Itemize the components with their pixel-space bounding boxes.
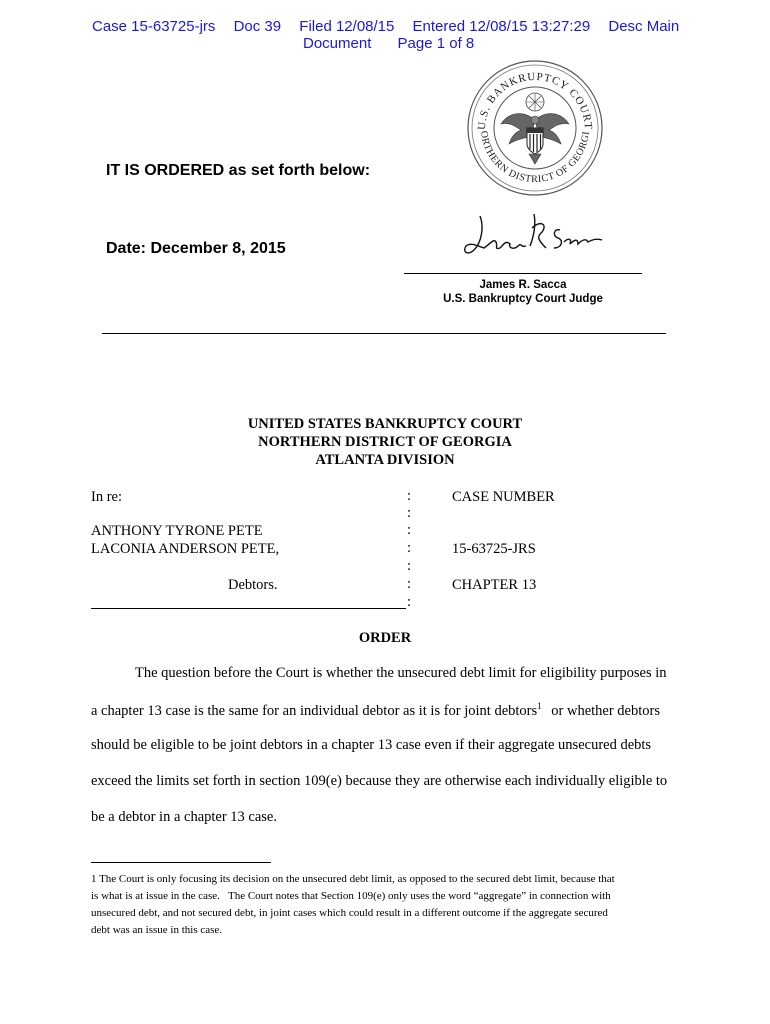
body-line-3: should be eligible to be joint debtors in a chapter 13 case even if their aggregate unsecured debts bbox=[91, 737, 652, 753]
judge-title: U.S. Bankruptcy Court Judge bbox=[443, 293, 603, 305]
footnote-line-4: debt was an issue in this case. bbox=[91, 924, 223, 936]
court-seal-graphic bbox=[465, 58, 605, 198]
header-desc: Desc Main bbox=[608, 18, 680, 35]
footnote-line-2: is what is at issue in the case. The Court notes that Section 109(e) only uses the word “aggregate” in connection with bbox=[91, 890, 611, 902]
body-line-5: be a debtor in a chapter 13 case. bbox=[91, 809, 277, 825]
body-line-2-text: a chapter 13 case is the same for an individual debtor as it is for joint debtors bbox=[91, 702, 538, 719]
ecf-header-line-2 bbox=[303, 35, 474, 52]
order-date: Date: December 8, 2015 bbox=[106, 240, 286, 257]
caption-debtors-label: Debtors. bbox=[228, 577, 278, 593]
caption-debtor-2: LACONIA ANDERSON PETE, bbox=[91, 541, 280, 557]
caption-colon: : bbox=[406, 488, 412, 504]
body-line-2 bbox=[91, 701, 681, 720]
separator-rule bbox=[102, 333, 666, 334]
footnote-rule bbox=[91, 862, 271, 863]
seal-top-text: U.S. BANKRUPTCY COURT bbox=[475, 70, 595, 131]
header-page: Page 1 of 8 bbox=[397, 35, 475, 52]
header-entered: Entered 12/08/15 13:27:29 bbox=[412, 18, 591, 35]
header-document: Document bbox=[303, 35, 372, 52]
footnote-line-1 bbox=[91, 871, 683, 888]
caption-colon: : bbox=[406, 505, 412, 521]
seal-bottom-text: ORTHERN DISTRICT OF GEORGI bbox=[477, 130, 592, 186]
body-line-1: The question before the Court is whether the unsecured debt limit for eligibility purposes in bbox=[135, 665, 667, 681]
caption-colon: : bbox=[406, 594, 412, 610]
header-doc: Doc 39 bbox=[233, 18, 282, 35]
ecf-header-line-1 bbox=[92, 18, 679, 35]
judge-name: James R. Sacca bbox=[479, 279, 567, 291]
signature-line bbox=[404, 273, 642, 274]
court-seal bbox=[465, 58, 605, 198]
court-district: NORTHERN DISTRICT OF GEORGIA bbox=[258, 434, 512, 450]
chapter: CHAPTER 13 bbox=[452, 577, 537, 593]
body-line-4: exceed the limits set forth in section 109(e) because they are otherwise each individually eligible to bbox=[91, 773, 668, 789]
footnote-ref: 1 bbox=[537, 701, 542, 711]
judge-signature bbox=[460, 208, 610, 264]
caption-underline bbox=[91, 608, 406, 609]
court-name: UNITED STATES BANKRUPTCY COURT bbox=[247, 416, 523, 432]
footnote-number: 1 bbox=[91, 873, 97, 885]
order-title: ORDER bbox=[358, 630, 412, 646]
caption-debtor-1: ANTHONY TYRONE PETE bbox=[91, 523, 263, 539]
footnote-line-3: unsecured debt, and not secured debt, in joint cases which could result in a different outcome if the aggregate secured bbox=[91, 907, 608, 919]
body-line-2-tail: or whether debtors bbox=[551, 702, 660, 719]
header-case: Case 15-63725-jrs bbox=[92, 18, 216, 35]
case-number-label: CASE NUMBER bbox=[452, 489, 555, 505]
it-is-ordered-heading: IT IS ORDERED as set forth below: bbox=[106, 162, 371, 179]
caption-colon: : bbox=[406, 558, 412, 574]
caption-colon: : bbox=[406, 522, 412, 538]
footnote bbox=[91, 871, 683, 939]
header-filed: Filed 12/08/15 bbox=[299, 18, 395, 35]
court-division: ATLANTA DIVISION bbox=[315, 452, 455, 468]
caption-colon: : bbox=[406, 576, 412, 592]
caption-in-re: In re: bbox=[91, 489, 122, 505]
signature-graphic bbox=[460, 208, 610, 264]
caption-colon: : bbox=[406, 540, 412, 556]
footnote-line-1-text: The Court is only focusing its decision on the unsecured debt limit, as opposed to the secured debt limit, because that bbox=[99, 873, 615, 885]
case-number: 15-63725-JRS bbox=[452, 541, 536, 557]
